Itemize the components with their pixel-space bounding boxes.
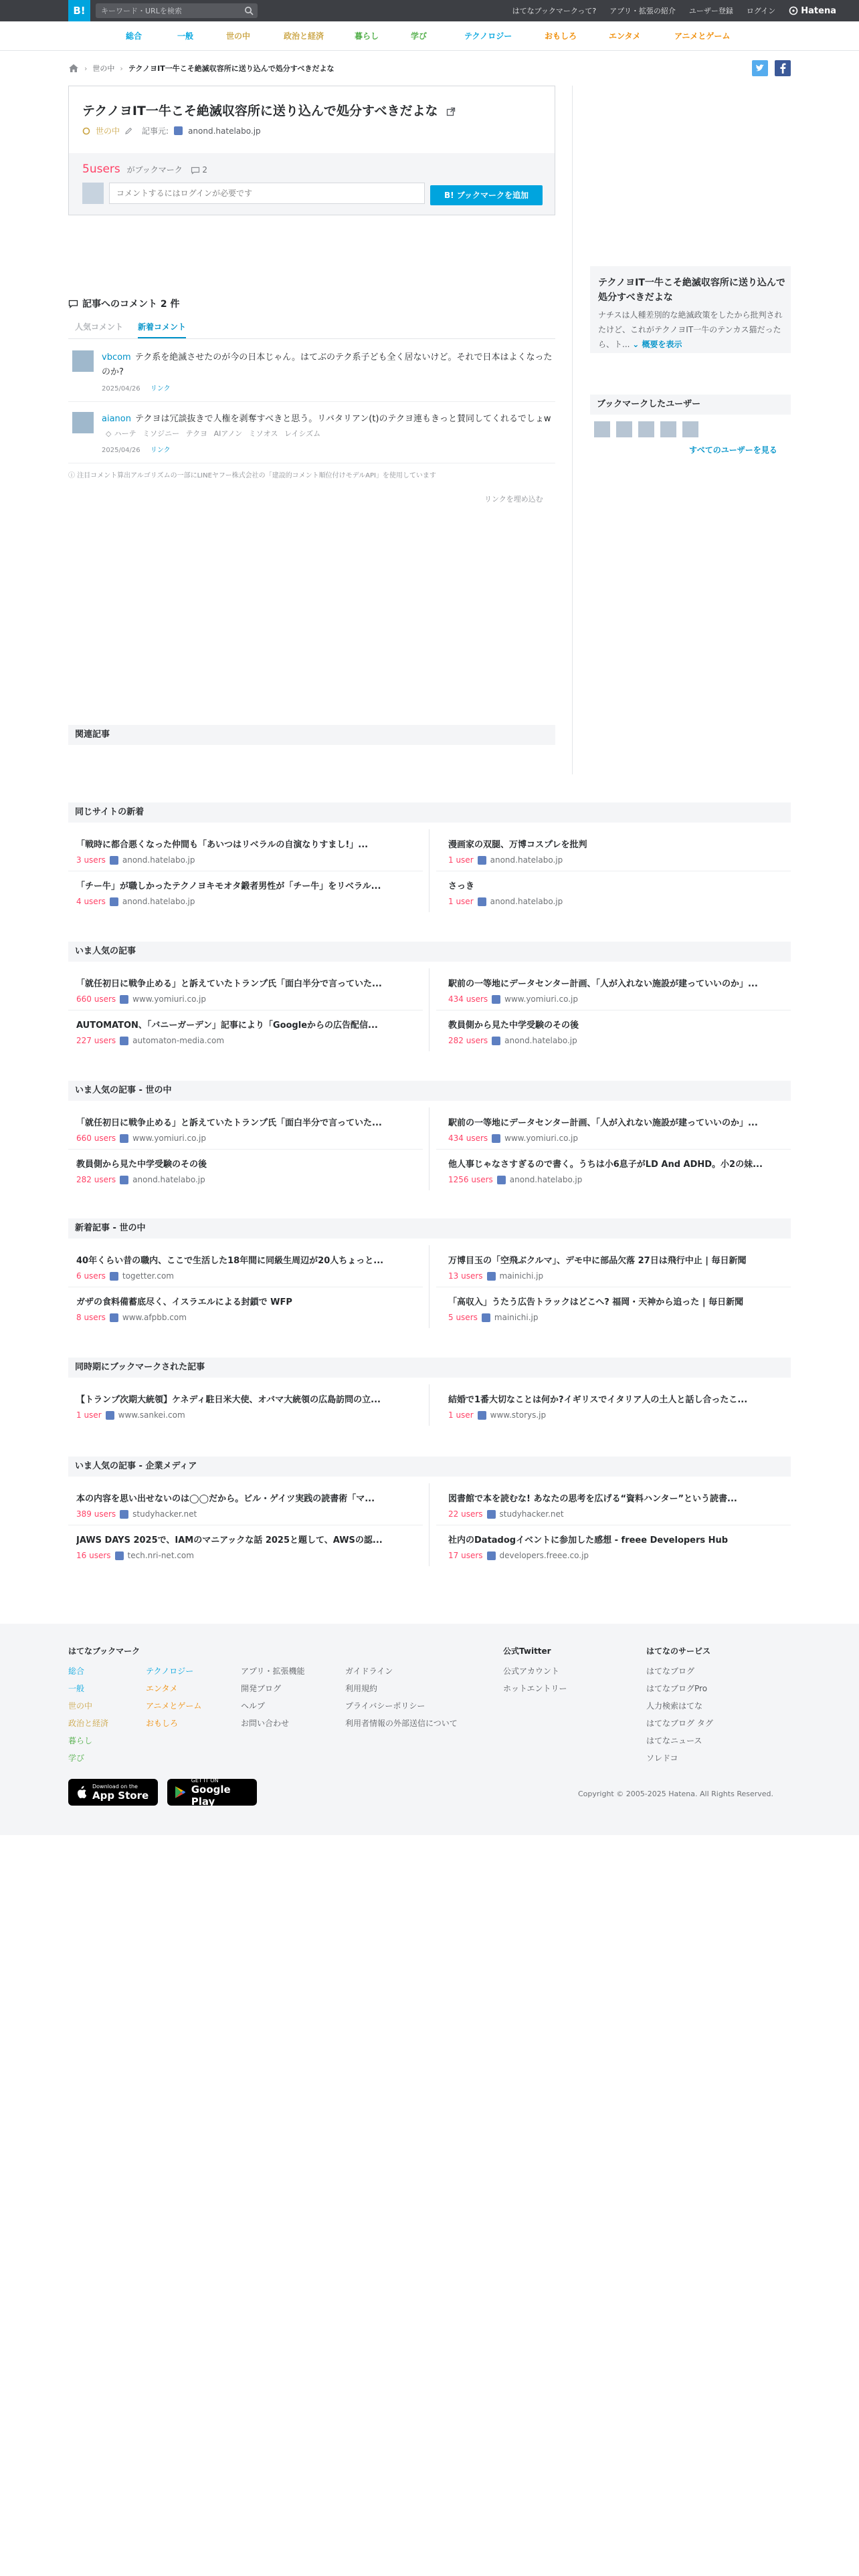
entry-source[interactable]: developers.freee.co.jp	[499, 1551, 589, 1560]
list-item	[448, 976, 796, 1004]
entry-link[interactable]: 万博目玉の「空飛ぶクルマ」、デモ中に部品欠落 27日は飛行中止 | 毎日新聞	[448, 1256, 747, 1266]
entry-meta	[448, 1175, 796, 1184]
list-item	[448, 837, 796, 865]
entry-card	[68, 86, 555, 215]
section-heading: 同じサイトの新着	[68, 802, 791, 823]
entry-link[interactable]: 図書館で本を読むな! あなたの思考を広げる“資料ハンター”という読書...	[448, 1494, 737, 1504]
entry-meta	[76, 1175, 424, 1184]
list-item	[448, 1295, 796, 1322]
entry-source[interactable]: anond.hatelabo.jp	[132, 1175, 205, 1184]
users-count[interactable]: 660 users	[76, 1134, 116, 1143]
users-count[interactable]: 282 users	[448, 1036, 488, 1045]
users-count[interactable]: 434 users	[448, 1134, 488, 1143]
entry-link[interactable]: さっき	[448, 881, 475, 891]
footer-link[interactable]: はてなブログ タグ	[646, 1719, 713, 1728]
list-item	[448, 1018, 796, 1045]
list-item	[76, 1392, 424, 1420]
entry-link[interactable]: 教員側から見た中学受験のその後	[448, 1021, 579, 1031]
entry-link[interactable]: 教員側から見た中学受験のその後	[76, 1160, 207, 1170]
add-bookmark-button[interactable]: B! ブックマークを追加	[430, 185, 543, 205]
site-favicon-icon	[110, 1313, 118, 1322]
footer-link[interactable]: 開発ブログ	[241, 1684, 282, 1693]
users-count[interactable]: 434 users	[448, 994, 488, 1004]
bookmark-users-heading: ブックマークしたユーザー	[590, 395, 791, 415]
footer-link[interactable]: はてなブログPro	[646, 1684, 708, 1693]
comment-algorithm-note	[68, 469, 436, 479]
users-count[interactable]: 660 users	[76, 994, 116, 1004]
app-store-small: Download on the	[92, 1783, 138, 1790]
entry-source[interactable]: anond.hatelabo.jp	[188, 126, 261, 136]
about-link[interactable]: はてなブックマークって?	[512, 7, 597, 15]
info-icon: ⓘ	[68, 472, 75, 479]
users-count[interactable]: 17 users	[448, 1551, 483, 1560]
comment-icon	[191, 167, 200, 175]
entry-link[interactable]: 社内のDatadogイベントに参加した感想 - freee Developers Hub	[448, 1535, 729, 1545]
entry-link[interactable]: 「戦時に都合悪くなった仲間も「あいつはリベラルの自演なりすまし!」...	[76, 840, 369, 850]
footer-link[interactable]: 人力検索はてな	[646, 1701, 703, 1711]
footer-link[interactable]: アニメとゲーム	[146, 1701, 202, 1711]
site-favicon-icon	[492, 1037, 500, 1045]
entry-source[interactable]: www.yomiuri.co.jp	[132, 994, 206, 1004]
entry-source[interactable]: anond.hatelabo.jp	[122, 897, 195, 906]
site-favicon-icon	[120, 1134, 128, 1143]
users-count[interactable]: 16 users	[76, 1551, 111, 1560]
site-favicon-icon	[487, 1510, 496, 1519]
list-item	[448, 1392, 796, 1420]
footer-link[interactable]: ガイドライン	[345, 1667, 393, 1676]
list-item	[448, 1533, 796, 1560]
entry-source[interactable]: anond.hatelabo.jp	[490, 897, 563, 906]
section-heading: いま人気の記事 - 企業メディア	[68, 1457, 791, 1477]
footer-link[interactable]: 学び	[68, 1753, 85, 1763]
bookmark-label: がブックマーク	[126, 165, 183, 175]
nav-item[interactable]: アニメとゲーム	[674, 31, 731, 41]
twitter-share-button[interactable]	[752, 60, 768, 76]
twitter-icon	[752, 60, 768, 76]
site-favicon-icon	[482, 1313, 490, 1322]
entry-link[interactable]: 「チー牛」が職しかったテクノヨキモオタ鍛者男性が「チー牛」をリベラル...	[76, 881, 381, 891]
comment-body	[102, 350, 554, 380]
category-nav	[0, 21, 859, 51]
nav-item[interactable]: 学び	[411, 31, 427, 41]
avatar	[82, 183, 104, 204]
list-item	[76, 1018, 424, 1045]
entry-meta	[448, 855, 796, 865]
home-icon[interactable]	[68, 64, 79, 73]
nav-item[interactable]: 暮らし	[355, 31, 379, 41]
tab-popular-comments[interactable]: 人気コメント	[75, 322, 124, 332]
users-count[interactable]: 5 users	[448, 1313, 478, 1322]
hatena-bookmark-logo[interactable]: B!	[68, 0, 90, 21]
related-heading: 関連記事	[68, 725, 555, 745]
entry-source[interactable]: www.yomiuri.co.jp	[504, 994, 578, 1004]
comment-text: テク系を絶滅させたのが今の日本じゃん。はてぶのテク系子ども全く居ないけど。それで日本はよくなったのか?	[102, 352, 553, 377]
users-count[interactable]: 6 users	[76, 1271, 106, 1281]
entry-meta	[448, 897, 796, 906]
entry-meta	[76, 1036, 424, 1045]
comment-body	[102, 412, 554, 441]
breadcrumb	[68, 59, 335, 78]
entry-source[interactable]: www.yomiuri.co.jp	[504, 1134, 578, 1143]
footer-link[interactable]: 一般	[68, 1684, 85, 1693]
list-item	[76, 976, 424, 1004]
users-count[interactable]: 1 user	[76, 1410, 102, 1420]
avatar[interactable]	[72, 412, 94, 433]
entry-link[interactable]: 「高収入」うたう広告トラックはどこへ? 福岡・天神から追った | 毎日新聞	[448, 1297, 744, 1307]
entry-link[interactable]: AUTOMATON、「バニーガーデン」記事により「Googleからの広告配信...	[76, 1021, 378, 1031]
comment-item	[72, 412, 554, 459]
footer-link[interactable]: はてなブログ	[646, 1667, 695, 1676]
footer-link[interactable]: お問い合わせ	[241, 1719, 290, 1728]
list-item	[76, 1253, 424, 1281]
entry-link[interactable]: 「就任初日に戦争止める」と訴えていたトランプ氏「面白半分で言っていた...	[76, 979, 382, 989]
entry-link[interactable]: 他人事じゃなさすぎるので書く。うちは小6息子がLD And ADHD。小2の妹...	[448, 1160, 763, 1170]
site-favicon-icon	[478, 1411, 486, 1420]
breadcrumb-current: テクノヨIT一牛こそ絶滅収容所に送り込んで処分すべきだよな	[128, 64, 335, 73]
list-item	[448, 1157, 796, 1184]
footer-link[interactable]: 総合	[68, 1667, 85, 1676]
comment-user[interactable]: vbcom	[102, 352, 131, 362]
entry-title-text: テクノヨIT一牛こそ絶滅収容所に送り込んで処分すべきだよな	[82, 104, 438, 118]
list-item	[76, 1295, 424, 1322]
users-count[interactable]: 5users	[82, 163, 120, 176]
site-favicon-icon	[106, 1411, 114, 1420]
sidebar-divider	[572, 86, 573, 774]
footer-bookmark-title: はてなブックマーク	[68, 1646, 140, 1656]
users-count[interactable]: 227 users	[76, 1036, 116, 1045]
entry-link[interactable]: 本の内容を思い出せないのは◯◯だから。ビル・ゲイツ実践の読書術「マ...	[76, 1494, 375, 1504]
entry-users	[82, 163, 207, 176]
hatena-logo-icon	[789, 6, 798, 15]
hatena-brand[interactable]	[789, 6, 836, 16]
entry-meta	[448, 1271, 796, 1281]
external-link-icon[interactable]	[446, 107, 456, 116]
users-count[interactable]: 13 users	[448, 1271, 483, 1281]
users-count[interactable]: 389 users	[76, 1509, 116, 1519]
chevron-down-icon: ⌄	[632, 340, 640, 349]
top-links	[512, 0, 836, 21]
entry-footer	[69, 153, 555, 215]
list-item	[448, 1253, 796, 1281]
edit-icon[interactable]	[125, 127, 132, 134]
nav-item[interactable]: 総合	[126, 31, 142, 41]
search-input[interactable]	[101, 3, 242, 18]
avatar[interactable]	[594, 421, 610, 437]
site-favicon-icon	[120, 1510, 128, 1519]
summary-box	[590, 266, 791, 353]
column-divider	[429, 1245, 430, 1328]
entry-meta	[76, 897, 424, 906]
section-heading: 同時期にブックマークされた記事	[68, 1358, 791, 1378]
footer-link[interactable]: エンタメ	[146, 1684, 178, 1693]
entry-meta	[448, 1313, 796, 1322]
entry-source[interactable]: tech.nri-net.com	[127, 1551, 194, 1560]
users-count[interactable]: 282 users	[76, 1175, 116, 1184]
site-favicon-icon	[120, 995, 128, 1004]
list-item	[76, 1491, 424, 1519]
entry-meta	[76, 1134, 424, 1143]
list-item	[76, 1533, 424, 1560]
summary-body: ナチスは人種差別的な絶滅政策をしたから批判されたけど、これがテクノヨIT一牛のテンカス猫だったら、ト...	[598, 310, 783, 349]
footer-link[interactable]: アプリ・拡張機能	[241, 1667, 305, 1676]
entry-link[interactable]: 漫画家の双腿、万博コスプレを批判	[448, 840, 587, 850]
site-favicon-icon	[497, 1176, 506, 1184]
entry-link[interactable]: JAWS DAYS 2025で、IAMのマニアックな話 2025と題して、AWSの認...	[76, 1535, 383, 1545]
chevron-right-icon: ›	[120, 64, 123, 73]
top-bar	[0, 0, 859, 21]
nav-item[interactable]: 世の中	[226, 31, 251, 41]
users-count[interactable]: 22 users	[448, 1509, 483, 1519]
category-icon	[82, 127, 90, 135]
search-icon[interactable]	[244, 6, 254, 15]
app-store-badge[interactable]	[68, 1779, 158, 1806]
avatar[interactable]	[638, 421, 654, 437]
site-favicon-icon	[120, 1037, 128, 1045]
comment-permalink[interactable]: リンク	[150, 447, 171, 454]
users-count[interactable]: 1256 users	[448, 1175, 493, 1184]
google-play-big: Google Play	[191, 1783, 231, 1808]
footer-services-title: はてなのサービス	[646, 1646, 711, 1656]
entry-source[interactable]: www.yomiuri.co.jp	[132, 1134, 206, 1143]
list-item	[76, 837, 424, 865]
nav-item[interactable]: おもしろ	[545, 31, 577, 41]
footer-link[interactable]: 暮らし	[68, 1736, 93, 1745]
entry-source[interactable]: mainichi.jp	[499, 1271, 544, 1281]
list-item	[76, 879, 424, 906]
comment-text: テクヨは冗談抜きで人権を剥奪すべきと思う。リバタリアン(t)のテクヨ連もきっと賛同してくれるでしょw	[134, 414, 551, 424]
comment-permalink[interactable]: リンク	[150, 385, 171, 393]
divider	[436, 1149, 791, 1150]
users-count[interactable]: 3 users	[76, 855, 106, 865]
site-favicon-icon	[478, 856, 486, 865]
facebook-icon	[775, 60, 791, 76]
comment-note-text: 注目コメント算出アルゴリズムの一部にLINEヤフー株式会社の「建設的コメント順位付けモデルAPI」を使用しています	[77, 472, 436, 479]
entry-meta	[82, 125, 261, 136]
entry-meta	[76, 1313, 424, 1322]
site-favicon-icon	[487, 1551, 496, 1560]
site-favicon-icon	[110, 897, 118, 906]
site-favicon-icon	[492, 995, 500, 1004]
all-users-link[interactable]: すべてのユーザーを見る	[689, 445, 777, 455]
site-favicon-icon	[174, 126, 183, 135]
comment-date: 2025/04/26	[102, 447, 140, 454]
comments-heading-text: 記事へのコメント 2 件	[82, 299, 180, 310]
users-count[interactable]: 1 user	[448, 855, 474, 865]
footer-link[interactable]: ホットエントリー	[503, 1684, 567, 1693]
column-divider	[429, 968, 430, 1051]
list-item	[76, 1157, 424, 1184]
entry-meta	[76, 1551, 424, 1560]
entry-link[interactable]: 「就任初日に戦争止める」と訴えていたトランプ氏「面白半分で言っていた...	[76, 1118, 382, 1128]
app-store-text	[92, 1784, 149, 1802]
site-favicon-icon	[492, 1134, 500, 1143]
show-summary-button[interactable]	[632, 340, 682, 349]
entry-source[interactable]: mainichi.jp	[494, 1313, 539, 1322]
footer-link[interactable]: はてなニュース	[646, 1736, 702, 1745]
footer-link[interactable]: 公式アカウント	[503, 1667, 559, 1676]
google-play-icon	[174, 1786, 186, 1799]
entry-meta	[448, 1134, 796, 1143]
footer-link[interactable]: 利用者情報の外部送信について	[345, 1719, 458, 1728]
nav-item[interactable]: エンタメ	[609, 31, 641, 41]
search-box	[96, 3, 258, 18]
column-divider	[429, 1107, 430, 1190]
entry-source[interactable]: www.afpbb.com	[122, 1313, 187, 1322]
avatar[interactable]	[660, 421, 676, 437]
comment-user[interactable]: aianon	[102, 414, 131, 424]
apps-link[interactable]: アプリ・拡張の紹介	[609, 7, 676, 15]
google-play-text	[191, 1778, 257, 1808]
divider	[68, 401, 555, 402]
site-favicon-icon	[487, 1272, 496, 1281]
entry-category[interactable]: 世の中	[96, 126, 120, 136]
list-item	[448, 1115, 796, 1143]
users-count[interactable]: 8 users	[76, 1313, 106, 1322]
entry-link[interactable]: 駅前の一等地にデータセンター計画、「人が入れない施設が建っていいのか」...	[448, 979, 758, 989]
facebook-share-button[interactable]	[775, 60, 791, 76]
entry-source[interactable]: anond.hatelabo.jp	[504, 1036, 577, 1045]
embed-link[interactable]: リンクを埋め込む	[484, 495, 543, 504]
list-item	[448, 879, 796, 906]
entry-source[interactable]: automaton-media.com	[132, 1036, 225, 1045]
nav-item[interactable]: 一般	[177, 31, 194, 41]
divider	[68, 338, 555, 339]
entry-title[interactable]	[82, 101, 456, 119]
nav-item[interactable]: 政治と経済	[284, 31, 324, 41]
tab-new-comments[interactable]: 新着コメント	[138, 321, 186, 338]
column-divider	[429, 1483, 430, 1566]
entry-link[interactable]: 40年くらい昔の職内、ここで生活した18年間に同級生周辺が20人ちょっと...	[76, 1256, 384, 1266]
entry-link[interactable]: 駅前の一等地にデータセンター計画、「人が入れない施設が建っていいのか」...	[448, 1118, 758, 1128]
login-link[interactable]: ログイン	[746, 7, 776, 15]
app-store-big: App Store	[92, 1789, 149, 1802]
entry-meta	[76, 855, 424, 865]
nav-item[interactable]: テクノロジー	[464, 31, 512, 41]
footer	[0, 1624, 859, 1835]
comment-tags[interactable]: ハーテ ミソジニー テクヨ AIアノン ミソオス レイシズム	[114, 429, 321, 438]
list-item	[448, 1491, 796, 1519]
entry-source[interactable]: www.sankei.com	[118, 1410, 185, 1420]
hatena-brand-label: Hatena	[801, 5, 836, 16]
copyright: Copyright © 2005-2025 Hatena. All Rights Reserved.	[578, 1790, 774, 1798]
divider	[68, 1149, 423, 1150]
footer-link[interactable]: 利用規約	[345, 1684, 378, 1693]
footer-link[interactable]: プライバシーポリシー	[345, 1701, 425, 1711]
avatar[interactable]	[682, 421, 698, 437]
avatar[interactable]	[616, 421, 632, 437]
section-heading: いま人気の記事	[68, 942, 791, 962]
site-favicon-icon	[115, 1551, 124, 1560]
show-summary-label: 概要を表示	[642, 340, 682, 349]
entry-source[interactable]: anond.hatelabo.jp	[122, 855, 195, 865]
source-label: 記事元:	[142, 126, 169, 136]
users-count[interactable]: 4 users	[76, 897, 106, 906]
entry-meta	[76, 1410, 424, 1420]
entry-link[interactable]: 【トランプ次期大統領】ケネディ駐日米大使、オバマ大統領の広島訪問の立...	[76, 1395, 381, 1405]
footer-link[interactable]: 世の中	[68, 1701, 93, 1711]
tag-icon: ◇	[106, 429, 112, 438]
column-divider	[429, 829, 430, 912]
entry-meta	[448, 1036, 796, 1045]
comment-meta	[102, 383, 171, 393]
entry-meta	[76, 1509, 424, 1519]
signup-link[interactable]: ユーザー登録	[688, 7, 733, 15]
comment-icon	[68, 300, 78, 308]
site-favicon-icon	[110, 856, 118, 865]
users-count[interactable]: 1 user	[448, 897, 474, 906]
entry-source[interactable]: studyhacker.net	[132, 1509, 197, 1519]
entry-meta	[448, 1410, 796, 1420]
column-divider	[429, 1384, 430, 1426]
comment-input[interactable]	[109, 183, 425, 204]
entry-source[interactable]: www.storys.jp	[490, 1410, 547, 1420]
entry-meta	[76, 994, 424, 1004]
entry-meta	[448, 1551, 796, 1560]
entry-source[interactable]: anond.hatelabo.jp	[490, 855, 563, 865]
comment-date: 2025/04/26	[102, 385, 140, 393]
breadcrumb-category[interactable]: 世の中	[92, 64, 115, 73]
entry-source[interactable]: studyhacker.net	[499, 1509, 564, 1519]
entry-link[interactable]: ガザの食料備蓄底尽く、イスラエルによる封鎖で WFP	[76, 1297, 292, 1307]
footer-link[interactable]: 政治と経済	[68, 1719, 109, 1728]
chevron-right-icon: ›	[84, 64, 88, 73]
entry-meta	[448, 994, 796, 1004]
entry-meta	[448, 1509, 796, 1519]
site-favicon-icon	[120, 1176, 128, 1184]
apple-icon	[75, 1786, 87, 1799]
avatar[interactable]	[72, 350, 94, 372]
comments-heading	[68, 297, 180, 310]
comment-count: 2	[202, 165, 208, 175]
site-favicon-icon	[478, 897, 486, 906]
comment-meta	[102, 444, 171, 454]
entry-source[interactable]: togetter.com	[122, 1271, 174, 1281]
site-favicon-icon	[110, 1272, 118, 1281]
list-item	[76, 1115, 424, 1143]
entry-source[interactable]: anond.hatelabo.jp	[509, 1175, 583, 1184]
summary-text	[598, 308, 785, 352]
footer-link[interactable]: ヘルプ	[241, 1701, 266, 1711]
footer-twitter-title: 公式Twitter	[503, 1646, 551, 1656]
users-count[interactable]: 1 user	[448, 1410, 474, 1420]
entry-link[interactable]: 結婚で1番大切なことは何か?イギリスでイタリア人の土人と話し合ったこ...	[448, 1395, 748, 1405]
footer-link[interactable]: テクノロジー	[146, 1667, 194, 1676]
footer-link[interactable]: おもしろ	[146, 1719, 179, 1728]
section-heading: 新着記事 - 世の中	[68, 1218, 791, 1239]
google-play-badge[interactable]	[167, 1779, 257, 1806]
entry-meta	[76, 1271, 424, 1281]
comment-item	[72, 350, 554, 397]
footer-link[interactable]: ソレドコ	[646, 1753, 678, 1763]
summary-title[interactable]: テクノヨIT一牛こそ絶滅収容所に送り込んで処分すべきだよな	[598, 278, 785, 303]
google-play-small: GET IT ON	[191, 1777, 219, 1784]
section-heading: いま人気の記事 - 世の中	[68, 1081, 791, 1101]
